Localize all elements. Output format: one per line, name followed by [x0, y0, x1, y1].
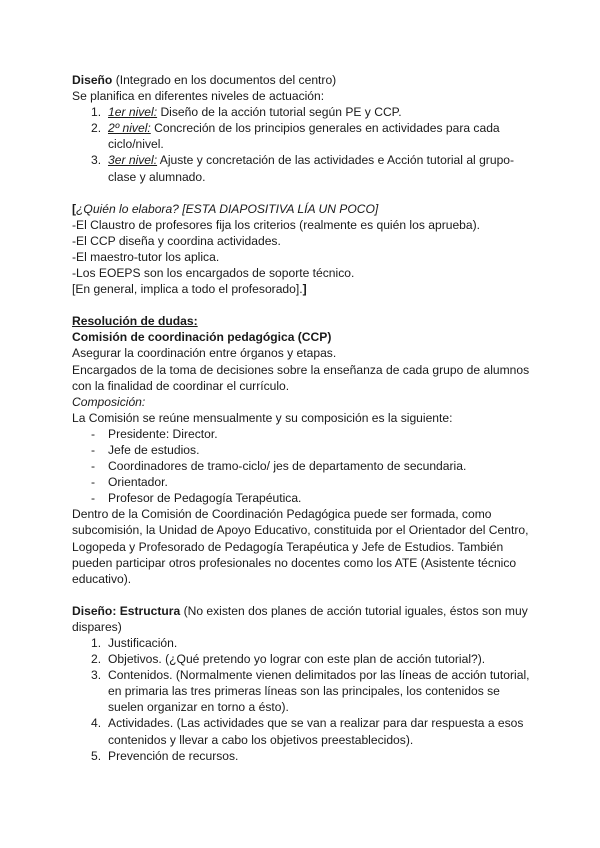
dudas-heading: Resolución de dudas:: [72, 314, 198, 329]
elabora-closing: [En general, implica a todo el profesorado].: [72, 282, 303, 297]
diseno-intro: Se planifica en diferentes niveles de actuación:: [72, 89, 325, 104]
elabora-line: -El CCP diseña y coordina actividades.: [72, 233, 281, 248]
list-item: [72, 474, 532, 490]
spacer: [72, 297, 532, 313]
member-text: Jefe de estudios.: [108, 442, 200, 457]
member-text: Coordinadores de tramo-ciclo/ jes de departamento de secundaria.: [108, 459, 467, 474]
list-number: 3.: [91, 153, 102, 168]
member-text: Profesor de Pedagogía Terapéutica.: [108, 491, 302, 506]
elabora-question-line: [72, 201, 532, 217]
item-text: Contenidos. (Normalmente vienen delimitados por las líneas de acción tutorial, en primaria las tres primeras líneas son las principales, los contenidos se suelen organizar en torno a ésto).: [108, 668, 530, 715]
level-text: Ajuste y concretación de las actividades e Acción tutorial al grupo-clase y alumnado.: [108, 153, 515, 184]
dudas-paragraph: Asegurar la coordinación entre órganos y etapas.: [72, 346, 337, 361]
list-item: [72, 442, 532, 458]
composicion-label: Composición:: [72, 394, 146, 409]
level-label: 3er nivel:: [108, 153, 158, 168]
list-dash: -: [91, 491, 96, 506]
list-item: [72, 635, 532, 651]
elabora-question: ¿Quién lo elabora? [ESTA DIAPOSITIVA LÍA UN POCO]: [76, 201, 379, 216]
list-item: [72, 748, 532, 764]
item-text: Justificación.: [108, 636, 178, 650]
member-text: Orientador.: [108, 475, 168, 490]
list-number: 4.: [91, 716, 102, 731]
elabora-line: -Los EOEPS son los encargados de soporte técnico.: [72, 266, 355, 281]
list-item: [72, 458, 532, 474]
list-dash: -: [91, 475, 96, 490]
spacer: [72, 587, 532, 603]
level-label: 1er nivel:: [108, 105, 158, 120]
list-item: [72, 104, 532, 120]
diseno-heading: Diseño: [72, 73, 113, 87]
diseno-heading-note: (Integrado en los documentos del centro): [112, 73, 337, 87]
dudas-paragraph: Dentro de la Comisión de Coordinación Pedagógica puede ser formada, como subcomisión, la Unidad de Apoyo Educativo, constituida por el Orientador del Centro, Logopeda y Profesorado de Pedagogía Terapéutica y Jefe de Estudios. También pueden participar otros profesionales no docentes como los ATE (Asistente técnico educativo).: [72, 507, 529, 586]
list-number: 2.: [91, 121, 102, 136]
estructura-list: [72, 635, 532, 764]
section-elabora: [72, 201, 532, 298]
list-dash: -: [91, 426, 96, 441]
list-item: [72, 152, 532, 184]
item-text: Prevención de recursos.: [108, 748, 239, 763]
item-text: Objetivos. (¿Qué pretendo yo lograr con este plan de acción tutorial?).: [108, 652, 486, 667]
estructura-heading-line: [72, 603, 532, 635]
list-item: [72, 426, 532, 442]
ccp-heading: Comisión de coordinación pedagógica (CCP): [72, 330, 332, 345]
dudas-paragraph: Encargados de la toma de decisiones sobre la enseñanza de cada grupo de alumnos con la finalidad de coordinar el currículo.: [72, 362, 530, 393]
diseno-heading-line: [72, 72, 532, 88]
estructura-heading: Diseño: Estructura: [72, 603, 181, 618]
document-page: [72, 72, 532, 764]
elabora-line: -El maestro-tutor los aplica.: [72, 249, 220, 264]
close-bracket: ]: [302, 282, 307, 297]
list-number: 1.: [91, 636, 102, 650]
list-item: [72, 715, 532, 747]
list-item: [72, 667, 532, 715]
list-dash: -: [91, 442, 96, 457]
list-item: [72, 490, 532, 506]
member-text: Presidente: Director.: [108, 426, 218, 441]
list-number: 3.: [91, 668, 102, 683]
spacer: [72, 185, 532, 201]
list-item: [72, 651, 532, 667]
open-bracket: [: [72, 201, 77, 216]
level-text: Concreción de los principios generales en actividades para cada ciclo/nivel.: [108, 121, 500, 152]
composicion-intro: La Comisión se reúne mensualmente y su composición es la siguiente:: [72, 410, 453, 425]
level-text: Diseño de la acción tutorial según PE y CCP.: [157, 105, 402, 120]
elabora-closing-line: [72, 281, 532, 297]
list-number: 1.: [91, 105, 102, 120]
levels-list: [72, 104, 532, 184]
elabora-line: -El Claustro de profesores fija los criterios (realmente es quién los aprueba).: [72, 217, 481, 232]
item-text: Actividades. (Las actividades que se van a realizar para dar respuesta a esos contenidos y llevar a cabo los objetivos preestablecidos).: [108, 716, 524, 747]
estructura-note: (No existen dos planes de acción tutorial iguales, éstos son muy dispares): [72, 603, 528, 634]
section-diseno: [72, 72, 532, 185]
list-number: 2.: [91, 652, 102, 667]
section-estructura: [72, 603, 532, 764]
members-list: [72, 426, 532, 506]
list-dash: -: [91, 459, 96, 474]
section-dudas: [72, 313, 532, 587]
list-number: 5.: [91, 748, 102, 763]
list-item: [72, 120, 532, 152]
level-label: 2º nivel:: [108, 121, 151, 136]
